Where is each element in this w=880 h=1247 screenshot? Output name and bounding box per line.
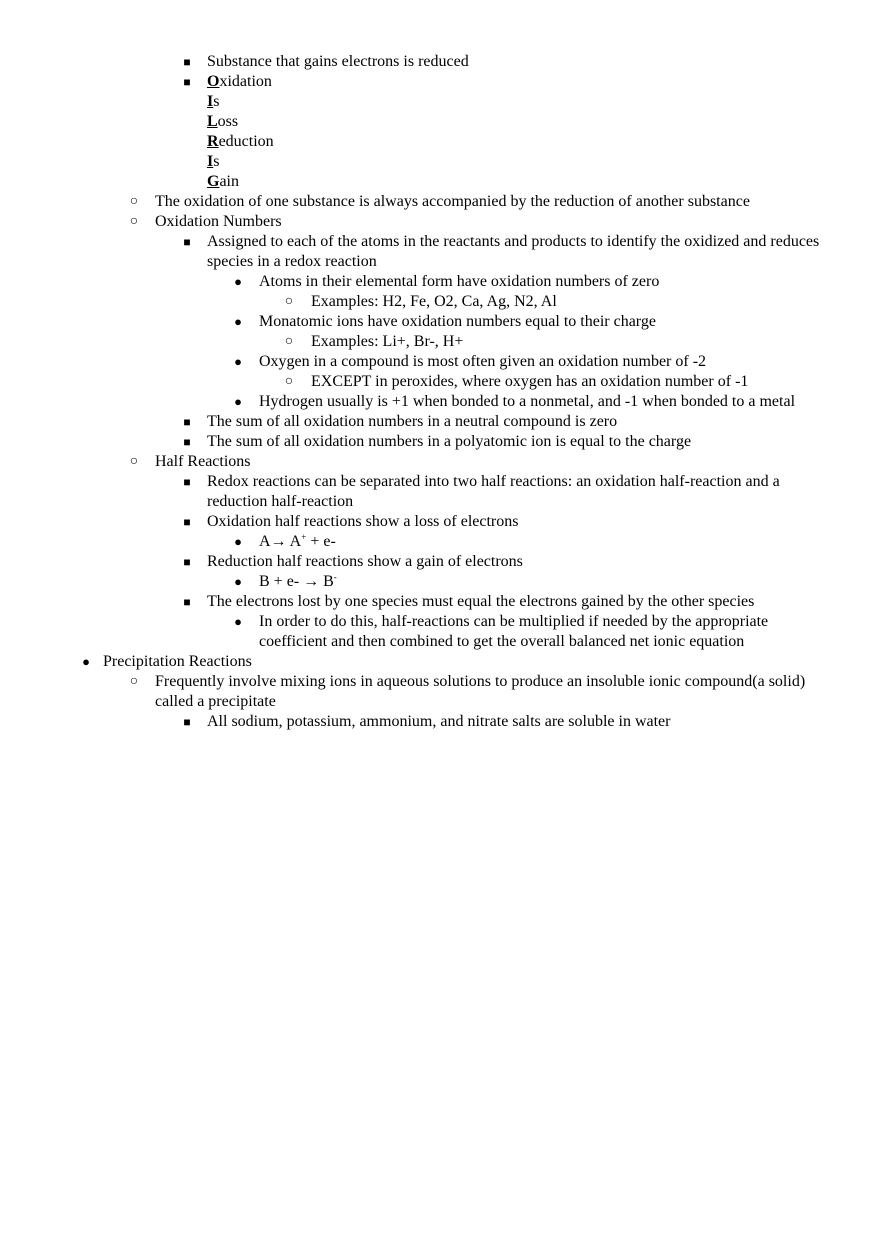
equation-reduction — [0, 572, 880, 592]
list-item — [0, 352, 880, 372]
hollow-circle-bullet-icon: ○ — [129, 214, 139, 229]
square-bullet-icon: ■ — [183, 715, 191, 729]
list-item-text: Examples: H2, Fe, O2, Ca, Ag, N2, Al — [311, 293, 557, 310]
equation-text: A→ A+ + e- — [259, 532, 336, 550]
list-item-text: Examples: Li+, Br-, H+ — [311, 333, 464, 350]
list-item-text: Oxidation half reactions show a loss of electrons — [207, 513, 519, 530]
list-item — [0, 52, 880, 72]
list-item-text: The sum of all oxidation numbers in a polyatomic ion is equal to the charge — [207, 433, 692, 450]
filled-circle-bullet-icon: ● — [234, 274, 242, 289]
list-item — [0, 432, 880, 452]
filled-circle-bullet-icon: ● — [234, 534, 242, 549]
oilrig-line: Reduction — [207, 133, 274, 150]
list-item-text: The oxidation of one substance is always accompanied by the reduction of another substance — [155, 193, 750, 210]
list-item-text: Monatomic ions have oxidation numbers equal to their charge — [259, 313, 656, 330]
equation-text: B + e- → B- — [259, 572, 337, 590]
list-item-text: Substance that gains electrons is reduced — [207, 53, 469, 70]
hollow-circle-bullet-icon: ○ — [284, 294, 294, 309]
list-item-text: All sodium, potassium, ammonium, and nitrate salts are soluble in water — [207, 713, 671, 730]
oilrig-line: Is — [207, 153, 220, 170]
list-item-text: EXCEPT in peroxides, where oxygen has an oxidation number of -1 — [311, 373, 749, 390]
list-item — [0, 232, 880, 272]
oilrig-line: Oxidation — [207, 73, 272, 90]
filled-circle-bullet-icon: ● — [234, 394, 242, 409]
oilrig-line: Loss — [207, 113, 239, 130]
list-item — [0, 552, 880, 572]
list-item — [0, 192, 880, 212]
list-item — [0, 332, 880, 352]
list-item — [0, 272, 880, 292]
list-item-text: Atoms in their elemental form have oxidation numbers of zero — [259, 273, 660, 290]
list-item — [0, 592, 880, 612]
hollow-circle-bullet-icon: ○ — [129, 674, 139, 689]
list-item-oilrig — [0, 72, 880, 92]
oilrig-line: Gain — [207, 173, 239, 190]
list-item — [0, 312, 880, 332]
list-item — [0, 712, 880, 732]
filled-circle-bullet-icon: ● — [234, 314, 242, 329]
filled-circle-bullet-icon: ● — [82, 654, 90, 669]
filled-circle-bullet-icon: ● — [234, 574, 242, 589]
list-item-text: Oxygen in a compound is most often given an oxidation number of -2 — [259, 353, 707, 370]
square-bullet-icon: ■ — [183, 75, 191, 89]
list-item — [0, 372, 880, 392]
hollow-circle-bullet-icon: ○ — [129, 194, 139, 209]
square-bullet-icon: ■ — [183, 515, 191, 529]
section-heading-precipitation — [0, 652, 880, 672]
hollow-circle-bullet-icon: ○ — [284, 334, 294, 349]
hollow-circle-bullet-icon: ○ — [129, 454, 139, 469]
square-bullet-icon: ■ — [183, 595, 191, 609]
square-bullet-icon: ■ — [183, 555, 191, 569]
list-item — [0, 392, 880, 412]
notes-outline — [0, 52, 880, 732]
hollow-circle-bullet-icon: ○ — [284, 374, 294, 389]
list-item-text: Frequently involve mixing ions in aqueous solutions to produce an insoluble ionic compound(a solid) called a precipitate — [155, 673, 806, 710]
list-item-text: In order to do this, half-reactions can be multiplied if needed by the appropriate coefficient and then combined to get the overall balanced net ionic equation — [259, 613, 769, 650]
square-bullet-icon: ■ — [183, 235, 191, 249]
square-bullet-icon: ■ — [183, 475, 191, 489]
list-item-text: Half Reactions — [155, 453, 251, 470]
square-bullet-icon: ■ — [183, 55, 191, 69]
list-item-text: Hydrogen usually is +1 when bonded to a nonmetal, and -1 when bonded to a metal — [259, 393, 796, 410]
list-item — [0, 472, 880, 512]
list-item — [0, 612, 880, 652]
list-item-text: The sum of all oxidation numbers in a neutral compound is zero — [207, 413, 618, 430]
list-item-text: Oxidation Numbers — [155, 213, 282, 230]
list-item — [0, 292, 880, 312]
filled-circle-bullet-icon: ● — [234, 354, 242, 369]
list-item-text: Reduction half reactions show a gain of electrons — [207, 553, 523, 570]
list-item-text: Assigned to each of the atoms in the reactants and products to identify the oxidized and reduces species in a redox reaction — [207, 233, 820, 270]
list-item — [0, 512, 880, 532]
list-item-text: Precipitation Reactions — [103, 653, 252, 670]
section-heading-oxidation-numbers — [0, 212, 880, 232]
equation-oxidation — [0, 532, 880, 552]
section-heading-half-reactions — [0, 452, 880, 472]
list-item — [0, 672, 880, 712]
square-bullet-icon: ■ — [183, 435, 191, 449]
square-bullet-icon: ■ — [183, 415, 191, 429]
list-item-text: Redox reactions can be separated into two half reactions: an oxidation half-reaction and a reduction half-reaction — [207, 473, 780, 510]
filled-circle-bullet-icon: ● — [234, 614, 242, 629]
list-item-text: The electrons lost by one species must equal the electrons gained by the other species — [207, 593, 755, 610]
oilrig-line: Is — [207, 93, 220, 110]
list-item — [0, 412, 880, 432]
